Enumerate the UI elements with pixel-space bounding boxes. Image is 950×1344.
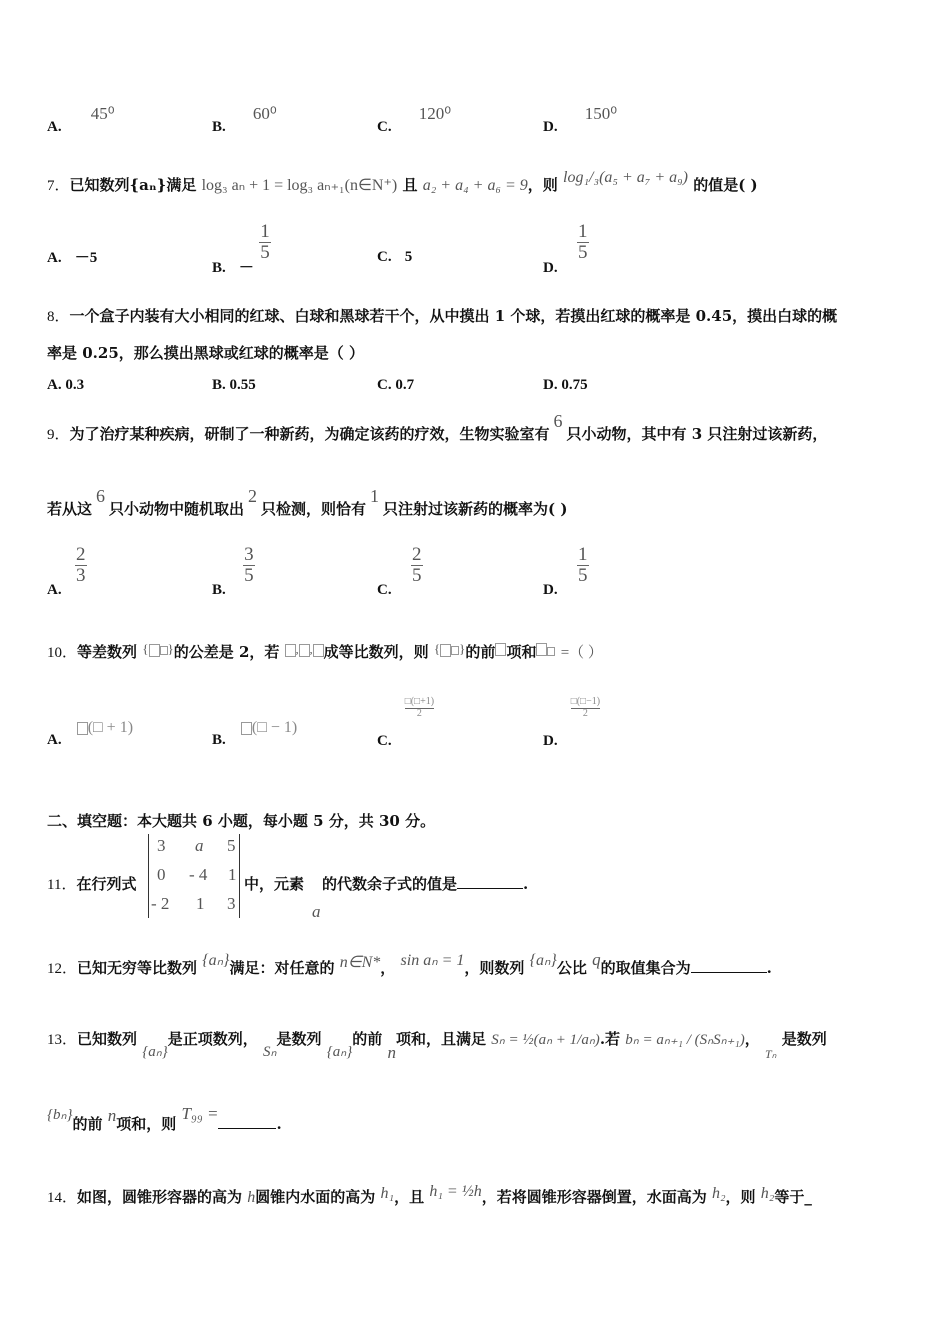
question-11-rest: 中，元素 的代数余子式的值是 . bbox=[244, 875, 529, 893]
section-heading: 二、填空题：本大题共 6 小题，每小题 5 分，共 30 分。 bbox=[47, 812, 436, 830]
q7-option-b: B. － $\frac{1}{5}$ bbox=[212, 221, 270, 276]
determinant-matrix: 3 a 5 0 - 4 1 - 2 1 3 bbox=[148, 834, 240, 918]
question-10: 10．等差数列 { }的公差是 2，若 , , 成等比数列，则 { }的前 项和 =（ ） bbox=[47, 641, 603, 661]
q10-option-d: D. $\frac{□(□-1)}{2}$ bbox=[543, 696, 601, 749]
q7-option-c: C. 5 bbox=[377, 249, 413, 265]
q6-option-d: D. 150⁰ bbox=[543, 104, 618, 135]
q8-option-a: A. 0.3 bbox=[47, 377, 85, 393]
q9-option-a: A. $\frac{2}{3}$ bbox=[47, 544, 86, 598]
question-7: 7．已知数列{aₙ}满足 log₃ aₙ + 1 = log₃ aₙ₊₁(n∈N⁺) 且 a₂ + a₄ + a₆ = 9，则 log₁/₃(a₅ + a₇ + a₉) 的值是( ) bbox=[47, 169, 758, 194]
question-13-line2: {bₙ}的前 n项和，则 T₉₉ =. bbox=[47, 1104, 282, 1133]
q7-option-d: D. $\frac{1}{5}$ bbox=[543, 221, 588, 276]
q7-option-d-fraction: $\frac{1}{5}$ bbox=[577, 221, 588, 263]
placeholder-glyph bbox=[536, 643, 547, 656]
placeholder-glyph bbox=[77, 722, 88, 735]
q8-option-d: D. 0.75 bbox=[543, 377, 588, 393]
placeholder-glyph bbox=[149, 644, 160, 657]
question-8-line2: 率是 0.25，那么摸出黑球或红球的概率是（ ） bbox=[47, 344, 364, 362]
q9-option-d: D. $\frac{1}{5}$ bbox=[543, 544, 588, 598]
q6-option-a: A. 45⁰ bbox=[47, 104, 115, 135]
question-8: 8．一个盒子内装有大小相同的红球、白球和黑球若干个，从中摸出 1 个球，若摸出红球的概率是 0.45，摸出白球的概 bbox=[47, 307, 838, 325]
placeholder-glyph bbox=[241, 722, 252, 735]
answer-blank[interactable] bbox=[457, 874, 523, 889]
q8-option-b: B. 0.55 bbox=[212, 377, 256, 393]
question-12: 12．已知无穷等比数列 {aₙ}满足：对任意的 n∈N*， sin aₙ = 1，则数列 {aₙ}公比 q的取值集合为 . bbox=[47, 950, 772, 977]
answer-blank[interactable] bbox=[691, 958, 767, 973]
q10-option-a: A. (□ + 1) bbox=[47, 719, 134, 748]
element-a: a bbox=[312, 902, 321, 921]
q9-option-b: B. $\frac{3}{5}$ bbox=[212, 544, 254, 598]
q8-option-c: C. 0.7 bbox=[377, 377, 415, 393]
placeholder-glyph bbox=[440, 644, 451, 657]
placeholder-glyph bbox=[299, 644, 310, 657]
question-14: 14．如图，圆锥形容器的高为 h圆锥内水面的高为 h₁，且 h₁ = ½h，若将圆锥形容器倒置，水面高为 h₂，则 h₂等于_ bbox=[47, 1183, 812, 1206]
question-13: 13．已知数列 {aₙ}是正项数列， Sₙ是数列 {aₙ}的前 n项和，且满足 Sₙ = ½(aₙ + 1/aₙ).若 bₙ = aₙ₊₁ / (SₙSₙ₊₁)， $_{T_n}$ 是数列 bbox=[47, 1030, 827, 1062]
placeholder-glyph bbox=[160, 646, 168, 655]
q10-option-c: C. $\frac{□(□+1)}{2}$ bbox=[377, 696, 435, 749]
placeholder-glyph bbox=[451, 646, 459, 655]
q7-option-b-fraction: $\frac{1}{5}$ bbox=[260, 221, 270, 263]
placeholder-glyph bbox=[313, 644, 324, 657]
q10-option-b: B. (□ − 1) bbox=[212, 719, 298, 748]
q7-option-a: A. －5 bbox=[47, 250, 98, 266]
question-9-line2: 若从这6只小动物中随机取出2只检测，则恰有1只注射过该新药的概率为( ) bbox=[47, 486, 568, 518]
q6-option-c: C. 120⁰ bbox=[377, 104, 452, 135]
answer-blank[interactable] bbox=[218, 1114, 276, 1129]
q6-option-b: B. 60⁰ bbox=[212, 104, 277, 135]
question-9: 9．为了治疗某种疾病，研制了一种新药，为确定该药的疗效，生物实验室有6只小动物，其中有 3 只注射过该新药， bbox=[47, 411, 828, 443]
placeholder-glyph bbox=[547, 647, 555, 656]
placeholder-glyph bbox=[495, 643, 506, 656]
placeholder-glyph bbox=[285, 644, 296, 657]
q9-option-c: C. $\frac{2}{5}$ bbox=[377, 544, 422, 598]
question-11: 11．在行列式 bbox=[47, 875, 137, 893]
